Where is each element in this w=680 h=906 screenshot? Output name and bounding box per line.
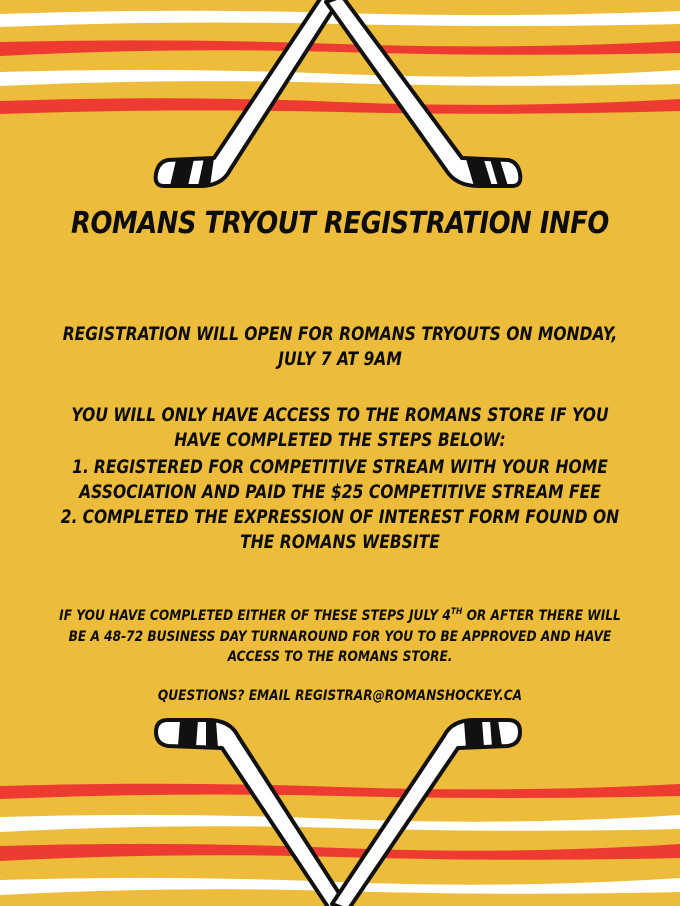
step-number: 1. (72, 457, 89, 478)
poster-title: ROMANS TRYOUT REGISTRATION INFO (71, 206, 609, 241)
list-item (54, 455, 625, 505)
step-text: REGISTERED FOR COMPETITIVE STREAM WITH YOUR HOME ASSOCIATION AND PAID THE $25 COMPETITIVE STREAM FEE (79, 457, 608, 503)
questions-email: QUESTIONS? EMAIL REGISTRAR@ROMANSHOCKEY.CA (157, 688, 523, 704)
registration-open-text: REGISTRATION WILL OPEN FOR ROMANS TRYOUTS ON MONDAY, JULY 7 AT 9AM (62, 324, 618, 370)
hockey-stick-bottom-right-icon (332, 720, 520, 906)
step-number: 2. (60, 507, 78, 528)
step-text: COMPLETED THE EXPRESSION OF INTEREST FORM FOUND ON THE ROMANS WEBSITE (82, 507, 620, 553)
turnaround-text-end: OR AFTER THERE WILL BE A 48-72 BUSINESS DAY TURNAROUND FOR YOU TO BE APPROVED AND HAVE ACCESS TO THE ROMANS STORE. (68, 608, 621, 665)
turnaround-notice (54, 606, 625, 668)
access-intro-text: YOU WILL ONLY HAVE ACCESS TO THE ROMANS STORE IF YOU HAVE COMPLETED THE STEPS BELOW: (71, 405, 609, 451)
steps-list (54, 455, 625, 555)
hockey-stick-bottom-left-icon (156, 720, 346, 906)
list-item (54, 505, 625, 555)
turnaround-text-start: IF YOU HAVE COMPLETED EITHER OF THESE STEPS JULY 4 (59, 608, 451, 624)
ordinal-suffix: TH (450, 607, 463, 617)
